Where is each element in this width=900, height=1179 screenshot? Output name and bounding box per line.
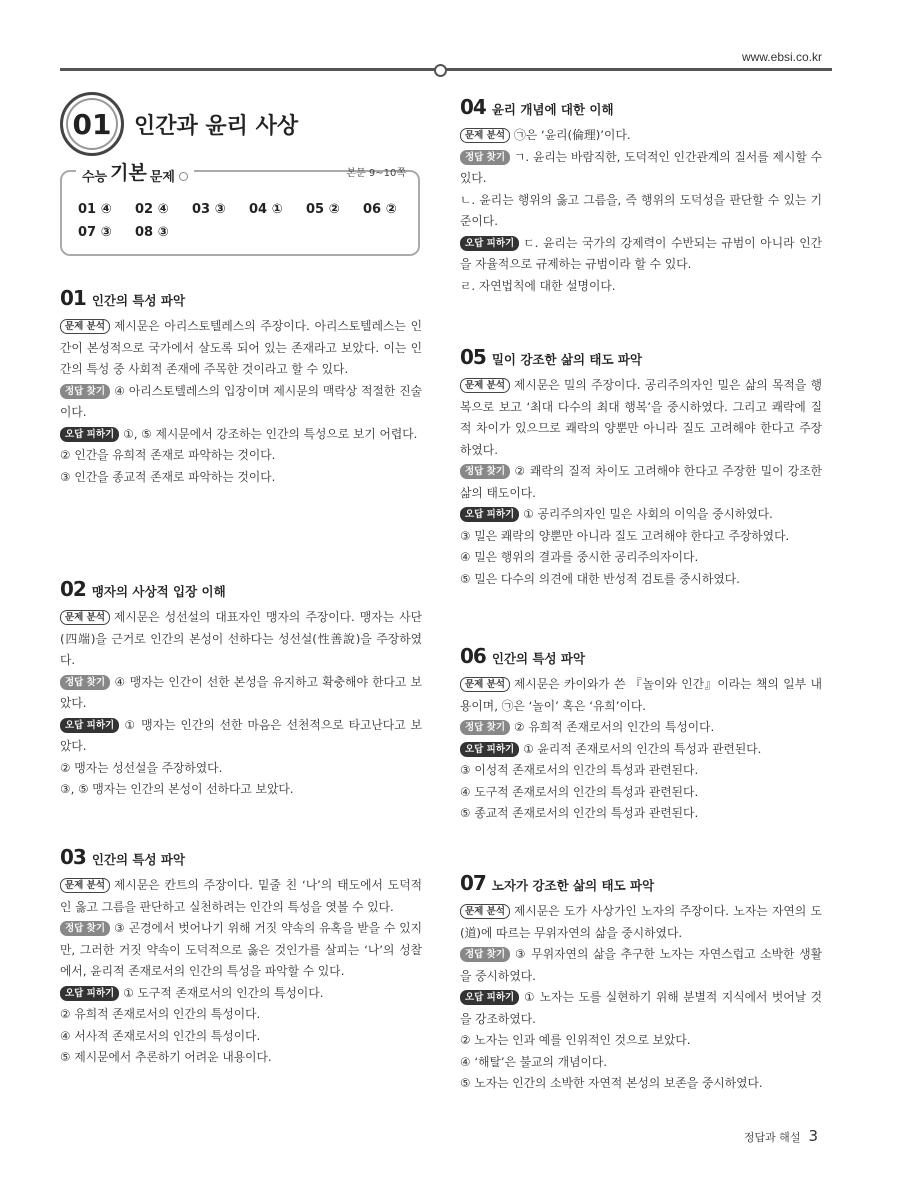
analysis-tag: 문제 분석 <box>460 904 510 919</box>
explanation-line <box>460 803 822 825</box>
explanation-line <box>60 715 422 758</box>
explanation-text: ② 유희적 존재로서의 인간의 특성이다. <box>60 1007 261 1021</box>
explanation-line <box>460 1030 822 1052</box>
explanation-text: ③ 인간을 종교적 존재로 파악하는 것이다. <box>60 469 276 484</box>
chapter-number: 01 <box>60 92 124 156</box>
explanation-line <box>460 375 822 461</box>
explanation-line <box>460 944 822 987</box>
wrong-answer-tag: 오답 피하기 <box>460 507 519 522</box>
section-heading <box>460 345 822 369</box>
analysis-tag: 문제 분석 <box>60 319 110 334</box>
explanation-text: ㄹ. 자연법칙에 대한 설명이다. <box>460 278 616 293</box>
section-number: 04 <box>460 95 486 119</box>
analysis-tag: 문제 분석 <box>60 878 110 893</box>
explanation-section <box>60 845 422 1069</box>
explanation-text: ③, ⑤ 맹자는 인간의 본성이 선하다고 보았다. <box>60 782 294 796</box>
explanation-line <box>60 607 422 672</box>
wrong-answer-tag: 오답 피하기 <box>60 718 119 733</box>
explanation-text: ④ 밀은 행위의 결과를 중시한 공리주의자이다. <box>460 550 699 564</box>
explanation-text: ③ 이성적 존재로서의 인간의 특성과 관련된다. <box>460 763 699 777</box>
explanation-line <box>460 276 822 298</box>
explanation-text: 제시문은 카이와가 쓴 『놀이와 인간』이라는 책의 일부 내용이며, ㉠은 ‘놀이’ 혹은 ‘유희’이다. <box>460 677 822 713</box>
explanation-line <box>60 918 422 983</box>
circle-icon <box>179 172 188 181</box>
answer-box-heading-c: 문제 <box>149 170 175 185</box>
answer-item: 08 ③ <box>135 225 169 240</box>
explanation-line <box>460 987 822 1030</box>
correct-answer-tag: 정답 찾기 <box>460 150 510 165</box>
explanation-line <box>460 569 822 591</box>
site-url: www.ebsi.co.kr <box>741 50 822 64</box>
answer-item: 04 ① <box>249 202 283 217</box>
correct-answer-tag: 정답 찾기 <box>460 720 510 735</box>
section-number: 06 <box>460 644 486 668</box>
explanation-section <box>60 286 422 488</box>
explanation-line <box>460 547 822 569</box>
answer-box-ref: 본문 9~10쪽 <box>346 168 406 179</box>
chapter-heading <box>60 92 298 156</box>
wrong-answer-tag: 오답 피하기 <box>460 236 519 251</box>
explanation-line <box>60 424 422 446</box>
explanation-line <box>60 1004 422 1026</box>
explanation-line <box>460 901 822 944</box>
explanation-text: ④ 도구적 존재로서의 인간의 특성과 관련된다. <box>460 784 699 799</box>
footer-label: 정답과 해설 <box>743 1131 801 1144</box>
explanation-text: ㄴ. 윤리는 행위의 옳고 그름을, 즉 행위의 도덕성을 판단할 수 있는 기준이다. <box>460 192 822 228</box>
explanation-text: ③ 무위자연의 삶을 추구한 노자는 자연스럽고 소박한 생활을 중시하였다. <box>460 947 822 983</box>
page-number: 3 <box>808 1127 818 1145</box>
answer-item: 05 ② <box>306 202 340 217</box>
explanation-line <box>460 190 822 233</box>
section-title: 노자가 강조한 삶의 태도 파악 <box>491 878 655 893</box>
wrong-answer-tag: 오답 피하기 <box>60 427 119 442</box>
answer-grid <box>78 202 420 240</box>
answer-item: 07 ③ <box>78 225 112 240</box>
section-number: 02 <box>60 577 86 601</box>
section-title: 윤리 개념에 대한 이해 <box>491 102 614 117</box>
explanation-line <box>60 875 422 918</box>
page-footer <box>744 1127 818 1145</box>
section-number: 03 <box>60 845 86 869</box>
explanation-text: ② 인간을 유희적 존재로 파악하는 것이다. <box>60 448 276 462</box>
section-number: 01 <box>60 286 86 310</box>
explanation-line <box>60 445 422 467</box>
correct-answer-tag: 정답 찾기 <box>60 384 110 399</box>
explanation-line <box>60 758 422 780</box>
explanation-text: 제시문은 밀의 주장이다. 공리주의자인 밀은 삶의 목적을 행복으로 보고 ‘최대 다수의 최대 행복’을 중시하였다. 그리고 쾌락에 질적 차이가 있으므로 쾌락의 양뿐만 아니라 질도 고려해야 한다고 주장하였다. <box>460 378 822 457</box>
section-number: 05 <box>460 345 486 369</box>
explanation-line <box>60 1047 422 1069</box>
explanation-text: 제시문은 아리스토텔레스의 주장이다. 아리스토텔레스는 인간이 본성적으로 국가에서 살도록 되어 있는 존재라고 보았다. 이는 인간의 특성 중 사회적 존재에 주목한 것이라고 할 수 있다. <box>60 319 422 376</box>
explanation-line <box>460 739 822 761</box>
explanation-text: ⑤ 제시문에서 추론하기 어려운 내용이다. <box>60 1050 272 1064</box>
section-heading <box>460 644 822 668</box>
section-heading <box>460 871 822 895</box>
explanation-line <box>460 461 822 504</box>
wrong-answer-tag: 오답 피하기 <box>460 742 519 757</box>
section-heading <box>460 95 822 119</box>
explanation-text: ① 윤리적 존재로서의 인간의 특성과 관련된다. <box>523 741 762 756</box>
explanation-text: ④ 서사적 존재로서의 인간의 특성이다. <box>60 1028 261 1043</box>
section-title: 맹자의 사상적 입장 이해 <box>91 584 226 599</box>
explanation-line <box>460 1052 822 1074</box>
explanation-section <box>460 95 822 297</box>
explanation-line <box>460 782 822 804</box>
explanation-text: ⑤ 노자는 인간의 소박한 자연적 본성의 보존을 중시하였다. <box>460 1076 763 1090</box>
wrong-answer-tag: 오답 피하기 <box>460 990 519 1005</box>
section-title: 인간의 특성 파악 <box>491 651 586 666</box>
explanation-text: 제시문은 도가 사상가인 노자의 주장이다. 노자는 자연의 도(道)에 따르는 무위자연의 삶을 중시하였다. <box>460 904 822 940</box>
explanation-line <box>460 526 822 548</box>
section-heading <box>60 286 422 310</box>
explanation-line <box>460 674 822 717</box>
section-heading <box>60 845 422 869</box>
explanation-text: ② 쾌락의 질적 차이도 고려해야 한다고 주장한 밀이 강조한 삶의 태도이다. <box>460 464 822 500</box>
answer-box-heading-b: 기본 <box>110 162 147 184</box>
explanation-line <box>60 381 422 424</box>
explanation-line <box>60 467 422 489</box>
chapter-title: 인간과 윤리 사상 <box>134 113 299 139</box>
explanation-text: ⑤ 종교적 존재로서의 인간의 특성과 관련된다. <box>460 806 699 820</box>
explanation-text: ① 공리주의자인 밀은 사회의 이익을 중시하였다. <box>523 507 773 521</box>
answer-box-heading <box>76 158 194 185</box>
section-title: 인간의 특성 파악 <box>91 293 186 308</box>
explanation-text: ㉠은 ‘윤리(倫理)’이다. <box>514 128 631 142</box>
explanation-line <box>60 672 422 715</box>
explanation-line <box>60 316 422 381</box>
explanation-text: ② 맹자는 성선설을 주장하였다. <box>60 760 223 775</box>
correct-answer-tag: 정답 찾기 <box>460 464 510 479</box>
answer-box-heading-a: 수능 <box>82 170 108 185</box>
explanation-line <box>60 1026 422 1048</box>
explanation-text: ④ 아리스토텔레스의 입장이며 제시문의 맥락상 적절한 진술이다. <box>60 383 422 419</box>
section-title: 밀이 강조한 삶의 태도 파악 <box>491 352 643 367</box>
analysis-tag: 문제 분석 <box>460 378 510 393</box>
header-rule-knob <box>434 64 447 77</box>
explanation-text: ③ 곤경에서 벗어나기 위해 거짓 약속의 유혹을 받을 수 있지만, 그러한 거짓 약속이 도덕적으로 옳은 것인가를 살피는 ‘나’의 성찰에서, 윤리적 존재로서의 인간의 특성을 파악할 수 있다. <box>60 921 422 978</box>
answer-item: 03 ③ <box>192 202 226 217</box>
explanation-line <box>60 983 422 1005</box>
explanation-text: ② 노자는 인과 예를 인위적인 것으로 보았다. <box>460 1033 691 1047</box>
explanation-text: ㄱ. 윤리는 바람직한, 도덕적인 인간관계의 질서를 제시할 수 있다. <box>460 149 822 185</box>
explanation-text: ⑤ 밀은 다수의 의견에 대한 반성적 검토를 중시하였다. <box>460 571 740 586</box>
section-title: 인간의 특성 파악 <box>91 852 186 867</box>
explanation-line <box>460 760 822 782</box>
explanation-section <box>460 644 822 825</box>
explanation-text: 제시문은 칸트의 주장이다. 밑줄 친 ‘나’의 태도에서 도덕적인 옳고 그름을 판단하고 실천하려는 인간의 특성을 엿볼 수 있다. <box>60 878 422 914</box>
answer-item: 06 ② <box>363 202 397 217</box>
explanation-text: ①, ⑤ 제시문에서 강조하는 인간의 특성으로 보기 어렵다. <box>123 426 418 441</box>
explanation-line <box>460 504 822 526</box>
explanation-line <box>60 779 422 801</box>
section-number: 07 <box>460 871 486 895</box>
explanation-text: 제시문은 성선설의 대표자인 맹자의 주장이다. 맹자는 사단(四端)을 근거로 인간의 본성이 선하다는 성선설(性善說)을 주장하였다. <box>60 610 422 667</box>
explanation-line <box>460 147 822 190</box>
answer-item: 02 ④ <box>135 202 169 217</box>
explanation-text: ① 맹자는 인간의 선한 마음은 선천적으로 타고난다고 보았다. <box>60 717 422 753</box>
explanation-section <box>460 871 822 1095</box>
correct-answer-tag: 정답 찾기 <box>460 947 510 962</box>
wrong-answer-tag: 오답 피하기 <box>60 986 119 1001</box>
correct-answer-tag: 정답 찾기 <box>60 675 110 690</box>
explanation-line <box>460 717 822 739</box>
explanation-section <box>460 345 822 590</box>
answer-box <box>60 162 420 256</box>
explanation-text: ④ ‘해탈’은 불교의 개념이다. <box>460 1054 608 1069</box>
explanation-text: ④ 맹자는 인간이 선한 본성을 유지하고 확충해야 한다고 보았다. <box>60 674 422 710</box>
section-heading <box>60 577 422 601</box>
answer-item: 01 ④ <box>78 202 112 217</box>
analysis-tag: 문제 분석 <box>60 610 110 625</box>
explanation-section <box>60 577 422 801</box>
explanation-text: ① 노자는 도를 실현하기 위해 분별적 지식에서 벗어날 것을 강조하였다. <box>460 990 822 1026</box>
analysis-tag: 문제 분석 <box>460 677 510 692</box>
explanation-text: ㄷ. 윤리는 국가의 강제력이 수반되는 규범이 아니라 인간을 자율적으로 규제하는 규범이라 할 수 있다. <box>460 235 822 271</box>
explanation-text: ① 도구적 존재로서의 인간의 특성이다. <box>123 985 324 1000</box>
explanation-text: ③ 밀은 쾌락의 양뿐만 아니라 질도 고려해야 한다고 주장하였다. <box>460 528 790 543</box>
explanation-text: ② 유희적 존재로서의 인간의 특성이다. <box>514 720 715 734</box>
explanation-line <box>460 233 822 276</box>
analysis-tag: 문제 분석 <box>460 128 510 143</box>
correct-answer-tag: 정답 찾기 <box>60 921 110 936</box>
explanation-line <box>460 125 822 147</box>
explanation-line <box>460 1073 822 1095</box>
